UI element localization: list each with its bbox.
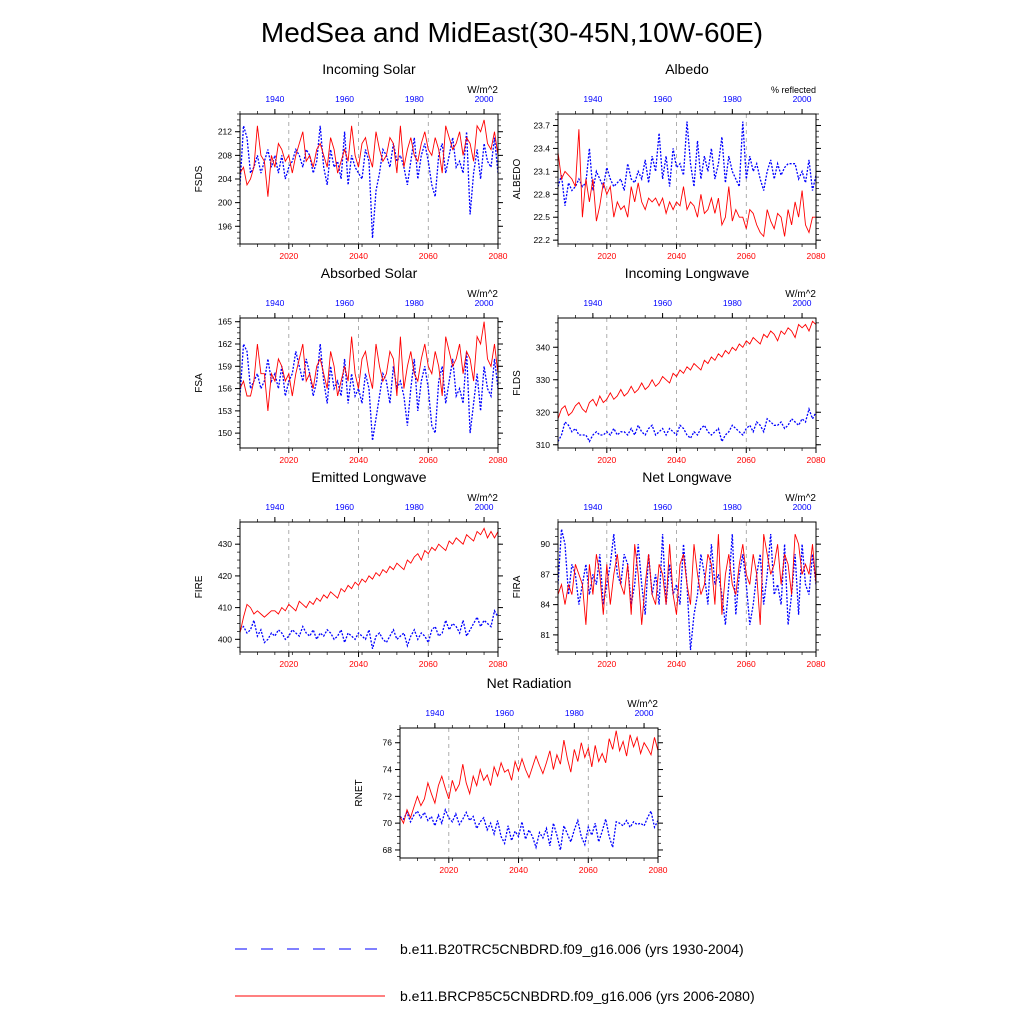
y-tick-label: 70: [382, 818, 392, 829]
x-top-tick-label: 1980: [404, 94, 424, 104]
panel-title: Incoming Solar: [322, 61, 416, 77]
x-top-tick-label: 1980: [404, 502, 424, 512]
x-top-tick-label: 1980: [722, 94, 742, 104]
x-top-tick-label: 1980: [564, 708, 584, 718]
x-top-tick-label: 1940: [583, 94, 603, 104]
x-bottom-tick-label: 2020: [439, 865, 459, 875]
series-future-line: [558, 321, 816, 419]
panel-units: W/m^2: [467, 85, 498, 96]
y-tick-label: 23.7: [533, 120, 550, 131]
x-bottom-tick-label: 2060: [418, 659, 438, 669]
x-bottom-tick-label: 2040: [509, 865, 529, 875]
x-bottom-tick-label: 2020: [279, 251, 299, 261]
y-tick-label: 150: [217, 428, 232, 439]
series-historical-line: [558, 122, 816, 206]
x-top-tick-label: 2000: [634, 708, 654, 718]
series-future-line: [240, 528, 498, 633]
y-tick-label: 159: [217, 361, 232, 372]
y-axis-label: FSDS: [194, 165, 205, 193]
panel-units: W/m^2: [467, 493, 498, 504]
y-tick-label: 81: [540, 629, 550, 640]
y-tick-label: 330: [535, 374, 550, 385]
x-bottom-tick-label: 2020: [279, 659, 299, 669]
x-top-tick-label: 1980: [722, 502, 742, 512]
y-tick-label: 196: [217, 221, 232, 232]
x-bottom-tick-label: 2080: [806, 251, 826, 261]
y-tick-label: 84: [540, 599, 550, 610]
y-tick-label: 204: [217, 174, 232, 184]
y-tick-label: 212: [217, 126, 232, 137]
x-bottom-tick-label: 2040: [667, 659, 687, 669]
y-tick-label: 74: [382, 764, 392, 775]
y-tick-label: 22.5: [533, 212, 550, 223]
y-tick-label: 23.4: [533, 143, 550, 154]
y-tick-label: 165: [217, 316, 232, 327]
panel-fire: [194, 469, 508, 669]
y-tick-label: 208: [217, 150, 232, 161]
y-tick-label: 153: [217, 405, 232, 416]
y-tick-label: 68: [382, 844, 392, 855]
y-tick-label: 310: [535, 439, 550, 450]
panel-title: Net Radiation: [486, 675, 572, 691]
x-bottom-tick-label: 2080: [806, 455, 826, 465]
y-axis-label: FSA: [194, 373, 205, 393]
series-historical-line: [558, 409, 816, 442]
y-axis-label: FIRA: [512, 575, 523, 599]
x-bottom-tick-label: 2080: [488, 455, 508, 465]
series-historical-line: [400, 810, 658, 850]
legend: [235, 941, 755, 1004]
x-bottom-tick-label: 2040: [349, 251, 369, 261]
x-bottom-tick-label: 2080: [806, 659, 826, 669]
x-bottom-tick-label: 2020: [597, 659, 617, 669]
y-tick-label: 420: [217, 570, 232, 581]
figure-title: MedSea and MidEast(30-45N,10W-60E): [260, 17, 764, 48]
y-tick-label: 340: [535, 342, 550, 353]
y-axis-label: FLDS: [512, 370, 523, 396]
panels: [194, 61, 826, 875]
plot-frame: [558, 318, 816, 448]
y-tick-label: 430: [217, 539, 232, 550]
x-bottom-tick-label: 2040: [349, 659, 369, 669]
x-bottom-tick-label: 2060: [736, 251, 756, 261]
x-top-tick-label: 1960: [495, 708, 515, 718]
y-tick-label: 162: [217, 339, 232, 349]
x-top-tick-label: 2000: [792, 94, 812, 104]
x-top-tick-label: 1980: [722, 298, 742, 308]
series-historical-line: [240, 126, 498, 238]
x-top-tick-label: 2000: [792, 502, 812, 512]
x-bottom-tick-label: 2080: [488, 659, 508, 669]
x-top-tick-label: 1960: [653, 298, 673, 308]
x-bottom-tick-label: 2080: [648, 865, 668, 875]
x-bottom-tick-label: 2040: [667, 251, 687, 261]
x-top-tick-label: 2000: [474, 502, 494, 512]
panel-title: Albedo: [665, 61, 709, 77]
x-top-tick-label: 1960: [335, 502, 355, 512]
panel-title: Incoming Longwave: [624, 265, 750, 281]
x-top-tick-label: 1960: [335, 94, 355, 104]
x-top-tick-label: 1940: [265, 502, 285, 512]
series-future-line: [240, 120, 498, 197]
y-tick-label: 320: [535, 407, 550, 418]
panel-units: % reflected: [770, 85, 816, 95]
y-tick-label: 22.2: [533, 235, 550, 246]
x-top-tick-label: 2000: [792, 298, 812, 308]
y-axis-label: FIRE: [194, 575, 205, 599]
y-tick-label: 76: [382, 737, 392, 748]
x-top-tick-label: 1980: [404, 298, 424, 308]
x-bottom-tick-label: 2060: [736, 659, 756, 669]
y-tick-label: 156: [217, 383, 232, 394]
x-top-tick-label: 1960: [335, 298, 355, 308]
x-bottom-tick-label: 2060: [418, 455, 438, 465]
panel-units: W/m^2: [785, 289, 816, 300]
y-tick-label: 90: [540, 539, 550, 550]
x-top-tick-label: 2000: [474, 298, 494, 308]
y-tick-label: 22.8: [533, 189, 550, 200]
legend-label-future: b.e11.BRCP85C5CNBDRD.f09_g16.006 (yrs 2006-2080): [400, 988, 755, 1004]
x-bottom-tick-label: 2060: [578, 865, 598, 875]
plot-frame: [558, 114, 816, 244]
series-future-line: [400, 731, 658, 824]
x-bottom-tick-label: 2060: [736, 455, 756, 465]
panel-fsds: [194, 61, 508, 261]
x-top-tick-label: 1940: [265, 94, 285, 104]
x-top-tick-label: 1960: [653, 502, 673, 512]
series-historical-line: [240, 611, 498, 649]
y-axis-label: RNET: [354, 779, 365, 807]
panel-units: W/m^2: [467, 289, 498, 300]
series-future-line: [558, 534, 816, 625]
panel-flds: [512, 265, 826, 465]
x-bottom-tick-label: 2040: [667, 455, 687, 465]
panel-fira: [512, 469, 826, 669]
y-tick-label: 410: [217, 602, 232, 613]
x-bottom-tick-label: 2020: [597, 251, 617, 261]
y-axis-label: ALBEDO: [512, 158, 523, 200]
x-bottom-tick-label: 2080: [488, 251, 508, 261]
panel-fsa: [194, 265, 508, 465]
panel-title: Net Longwave: [642, 469, 732, 485]
x-top-tick-label: 2000: [474, 94, 494, 104]
x-top-tick-label: 1940: [583, 502, 603, 512]
x-top-tick-label: 1940: [583, 298, 603, 308]
y-tick-label: 23.1: [533, 166, 550, 177]
series-future-line: [558, 129, 816, 236]
panel-title: Emitted Longwave: [311, 469, 427, 485]
x-top-tick-label: 1960: [653, 94, 673, 104]
panel-units: W/m^2: [785, 493, 816, 504]
panel-albedo: [512, 61, 826, 261]
x-top-tick-label: 1940: [265, 298, 285, 308]
x-top-tick-label: 1940: [425, 708, 445, 718]
x-bottom-tick-label: 2020: [597, 455, 617, 465]
x-bottom-tick-label: 2020: [279, 455, 299, 465]
panel-title: Absorbed Solar: [320, 265, 418, 281]
x-bottom-tick-label: 2060: [418, 251, 438, 261]
panel-rnet: [354, 675, 668, 875]
panel-units: W/m^2: [627, 699, 658, 710]
y-tick-label: 87: [540, 569, 550, 580]
x-bottom-tick-label: 2040: [349, 455, 369, 465]
y-tick-label: 72: [382, 791, 392, 802]
legend-label-historical: b.e11.B20TRC5CNBDRD.f09_g16.006 (yrs 1930-2004): [400, 941, 744, 957]
y-tick-label: 200: [217, 197, 232, 208]
y-tick-label: 400: [217, 634, 232, 645]
